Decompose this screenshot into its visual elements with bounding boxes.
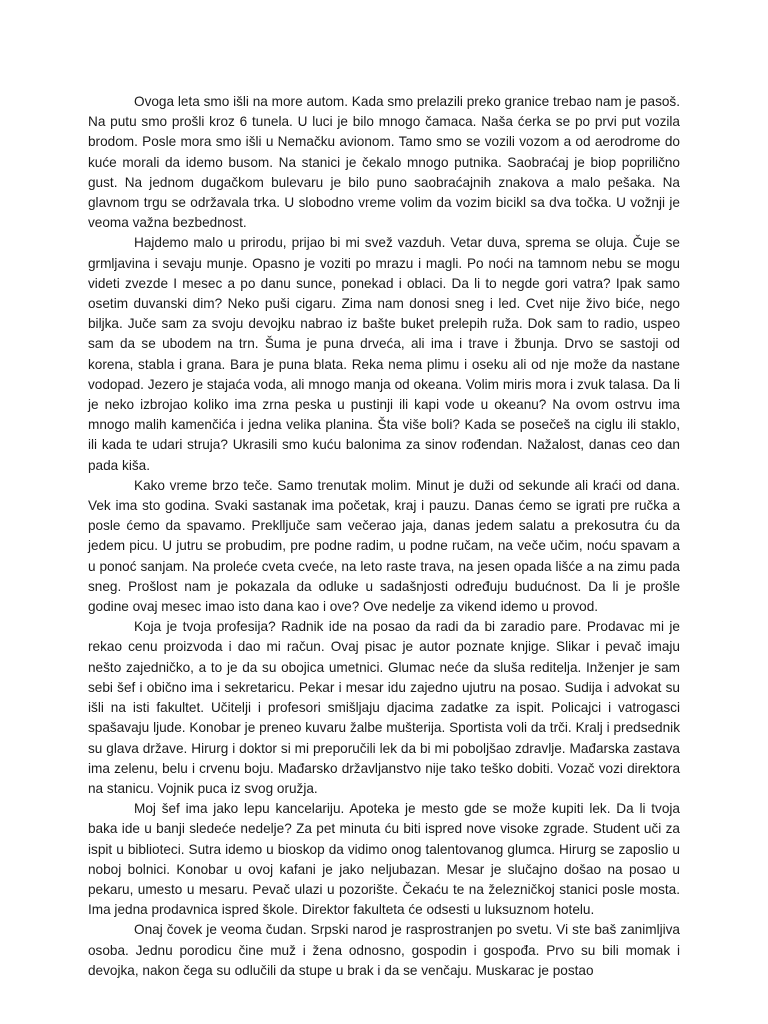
paragraph-people: Onaj čovek je veoma čudan. Srpski narod je rasprostranjen po svetu. Vi ste baš zanimljiva osoba. Jednu porodicu čine muž i žena odnosno, gospodin i gospođa. Prvo su bili momak i devojka, nakon čega su odlučili da stupe u brak i da se venčaju. Muskarac je postao <box>88 922 680 978</box>
paragraph-nature: Hajdemo malo u prirodu, prijao bi mi svež vazduh. Vetar duva, sprema se oluja. Čuje se grmljavina i sevaju munje. Opasno je voziti po mrazu i magli. Po noći na tamnom nebu se mogu videti zvezde I mesec a po danu sunce, ponekad i oblaci. Da li to negde gori vatra? Ipak samo osetim duvanski dim? Neko puši cigaru. Zima nam donosi sneg i led. Cvet nije živo biće, nego biljka. Juče sam za svoju devojku nabrao iz bašte buket prelepih ruža. Dok sam to radio, uspeo sam da se ubodem na trn. Šuma je puna drveća, ali ima i trave i žbunja. Drvo se sastoji od korena, stabla i grana. Bara je puna blata. Reka nema plimu i oseku ali od nje može da nastane vodopad. Jezero je stajaća voda, ali mnogo manja od okeana. Volim miris mora i zvuk talasa. Da li je neko izbrojao koliko ima zrna peska u pustinji ili kapi vode u okeanu? Na ovom ostrvu ima mnogo malih kamenčića i jedna velika planina. Šta više boli? Kada se posečeš na ciglu ili staklo, ili kada te udari struja? Ukrasili smo kuću balonima za sinov rođendan. Nažalost, danas ceo dan pada kiša. <box>88 235 680 473</box>
paragraph-travel: Ovoga leta smo išli na more autom. Kada smo prelazili preko granice trebao nam je pasoš. Na putu smo prošli kroz 6 tunela. U luci je bilo mnogo čamaca. Naša ćerka se po prvi put vozila brodom. Posle mora smo išli u Nemačku avionom. Tamo smo se vozili vozom a od aerodrome do kuće morali da idemo busom. Na stanici je čekalo mnogo putnika. Saobraćaj je biop poprilično gust. Na jednom dugačkom bulevaru je bilo puno saobraćajnih znakova a malo pešaka. Na glavnom trgu se održavala trka. U slobodno vreme volim da vozim bicikl sa dva točka. U vožnji je veoma važna bezbednost. <box>88 94 680 231</box>
document-body <box>88 92 680 981</box>
paragraph-professions: Koja je tvoja profesija? Radnik ide na posao da radi da bi zaradio pare. Prodavac mi je rekao cenu proizvoda i dao mi račun. Ovaj pisac je autor poznate knjige. Slikar i pevač imaju nešto zajedničko, a to je da su obojica umetnici. Glumac neće da sluša reditelja. Inženjer je sam sebi šef i obično ima i sekretaricu. Pekar i mesar idu zajedno ujutru na posao. Sudija i advokat su išli na isti fakultet. Učitelji i profesori smišljaju djacima zadatke za ispit. Policajci i vatrogasci spašavaju ljude. Konobar je preneo kuvaru žalbe mušterija. Sportista voli da trči. Kralj i predsednik su glava države. Hirurg i doktor si mi preporučili lek da bi mi poboljšao zdravlje. Mađarska zastava ima zelenu, belu i crvenu boju. Mađarsko državljanstvo nije tako teško dobiti. Vozač vozi direktora na stanicu. Vojnik puca iz svog oružja. <box>88 619 680 796</box>
paragraph-time: Kako vreme brzo teče. Samo trenutak molim. Minut je duži od sekunde ali kraći od dana. Vek ima sto godina. Svaki sastanak ima početak, kraj i pauzu. Danas ćemo se igrati pre ručka a posle ćemo da spavamo. Preklljuče sam večerao jaja, danas jedem salatu a prekosutra ću da jedem picu. U jutru se probudim, pre podne radim, u podne ručam, na veče učim, noću spavam a u ponoć sanjam. Na proleće cveta cveće, na leto raste trava, na jesen opada lišće a na zimu pada sneg. Prošlost nam je pokazala da odluke u sadašnjosti određuju budućnost. Da li je prošle godine ovaj mesec imao isto dana kao i ove? Ove nedelje za vikend idemo u provod. <box>88 477 680 615</box>
paragraph-places: Moj šef ima jako lepu kancelariju. Apoteka je mesto gde se može kupiti lek. Da li tvoja baka ide u banji sledeće nedelje? Za pet minuta ću biti ispred nove visoke zgrade. Student uči za ispit u biblioteci. Sutra idemo u bioskop da vidimo onog talentovanog glumca. Hirurg se zaposlio u noboj bolnici. Konobar u ovoj kafani je jako neljubazan. Mesar je slučajno došao na posao u pekaru, umesto u mesaru. Pevač ulazi u pozorište. Čekaću te na železničkoj stanici posle mosta. Ima jedna prodavnica ispred škole. Direktor fakulteta će odsesti u luksuznom hotelu. <box>88 801 680 918</box>
